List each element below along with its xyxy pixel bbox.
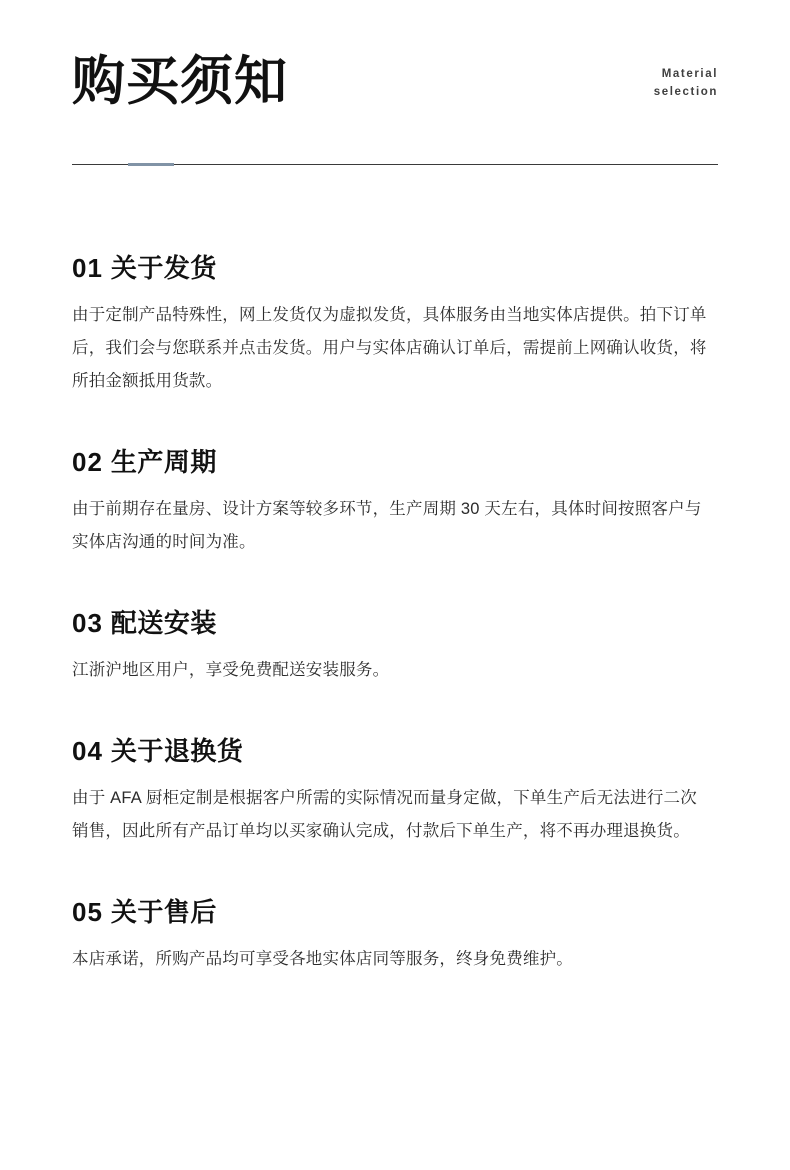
- section-number: 02: [72, 446, 103, 477]
- section-title: 关于退换货: [110, 735, 244, 766]
- section-title: 关于售后: [110, 896, 217, 927]
- header-divider: [72, 163, 718, 166]
- section-title: 配送安装: [110, 607, 217, 638]
- section-heading: [72, 731, 718, 768]
- notice-sections: [72, 248, 718, 1036]
- section-heading: [72, 442, 718, 479]
- section-heading: [72, 603, 718, 640]
- page-header: [72, 0, 718, 166]
- section-body: 由于定制产品特殊性，网上发货仅为虚拟发货，具体服务由当地实体店提供。拍下订单后，我们会与您联系并点击发货。用户与实体店确认订单后，需提前上网确认收货，将所拍金额抵用货款。: [72, 305, 707, 390]
- divider-accent: [128, 163, 174, 166]
- notice-section: [72, 892, 718, 976]
- section-title: 关于发货: [110, 252, 217, 283]
- section-body: 江浙沪地区用户，享受免费配送安装服务。: [72, 660, 390, 679]
- section-number: 01: [72, 252, 103, 283]
- notice-section: [72, 603, 718, 687]
- eyebrow-line-2: selection: [653, 85, 718, 98]
- eyebrow-label: [598, 66, 718, 102]
- section-number: 05: [72, 896, 103, 927]
- section-number: 04: [72, 735, 103, 766]
- notice-section: [72, 731, 718, 848]
- notice-section: [72, 442, 718, 559]
- section-number: 03: [72, 607, 103, 638]
- page-title: 购买须知: [72, 52, 288, 111]
- notice-section: [72, 248, 718, 398]
- section-body: 本店承诺，所购产品均可享受各地实体店同等服务，终身免费维护。: [72, 949, 573, 968]
- section-body: 由于 AFA 厨柜定制是根据客户所需的实际情况而量身定做，下单生产后无法进行二次销售，因此所有产品订单均以买家确认完成，付款后下单生产，将不再办理退换货。: [72, 788, 697, 840]
- section-body: 由于前期存在量房、设计方案等较多环节，生产周期 30 天左右，具体时间按照客户与实体店沟通的时间为准。: [72, 499, 702, 551]
- section-title: 生产周期: [110, 446, 217, 477]
- section-heading: [72, 892, 718, 929]
- eyebrow-line-1: Material: [661, 68, 718, 80]
- section-heading: [72, 248, 718, 285]
